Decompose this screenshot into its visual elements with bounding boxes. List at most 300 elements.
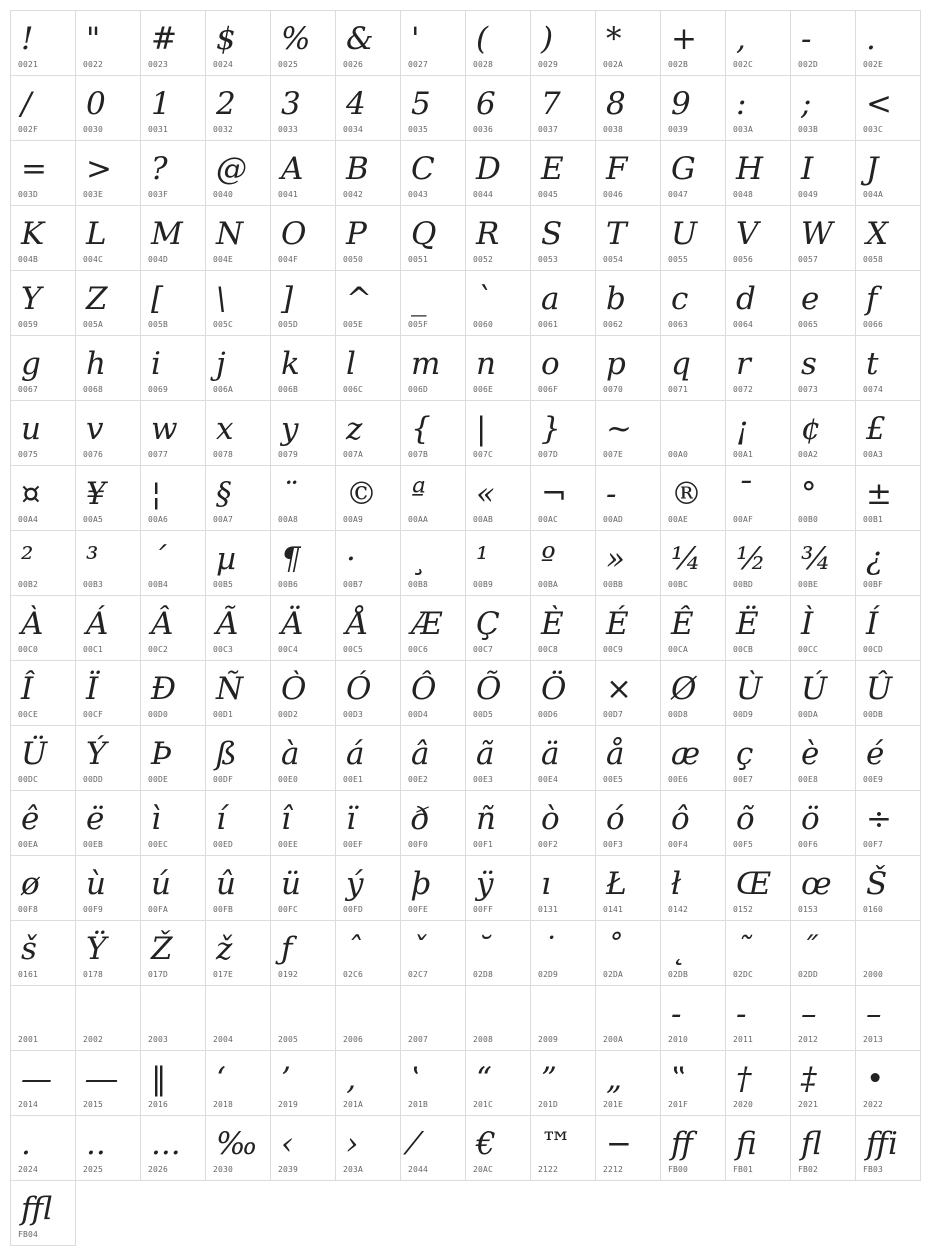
- glyph-char: j: [216, 346, 226, 382]
- glyph-char: s: [801, 346, 817, 382]
- glyph-char: #: [151, 21, 177, 57]
- glyph-cell: [530, 595, 596, 661]
- glyph-cell: [205, 75, 271, 141]
- glyph-char: -: [736, 996, 747, 1032]
- glyph-cell: [855, 335, 921, 401]
- glyph-code: 00CB: [733, 645, 754, 654]
- glyph-cell: [465, 660, 531, 726]
- glyph-char: Q: [411, 216, 437, 252]
- glyph-cell: [855, 1050, 921, 1116]
- glyph-code: 00F4: [668, 840, 689, 849]
- glyph-char: ˇ: [411, 931, 427, 967]
- glyph-code: 004F: [278, 255, 299, 264]
- glyph-code: 2044: [408, 1165, 429, 1174]
- glyph-cell: [465, 465, 531, 531]
- glyph-char: Ä: [281, 606, 304, 642]
- glyph-char: ³: [86, 541, 99, 577]
- glyph-cell: [855, 530, 921, 596]
- glyph-cell: [465, 530, 531, 596]
- glyph-cell: [140, 270, 206, 336]
- glyph-code: 0026: [343, 60, 364, 69]
- glyph-code: 0021: [18, 60, 39, 69]
- glyph-char: 0: [86, 86, 106, 122]
- glyph-code: 0041: [278, 190, 299, 199]
- glyph-cell: [855, 140, 921, 206]
- glyph-cell: [725, 985, 791, 1051]
- glyph-cell: [335, 790, 401, 856]
- glyph-char: ª: [411, 476, 426, 512]
- glyph-cell: [140, 1115, 206, 1181]
- glyph-code: 0048: [733, 190, 754, 199]
- glyph-char: ’: [281, 1061, 291, 1097]
- glyph-cell: [855, 725, 921, 791]
- glyph-code: 00D7: [603, 710, 624, 719]
- glyph-code: 0063: [668, 320, 689, 329]
- glyph-cell: [530, 75, 596, 141]
- glyph-char: “: [476, 1061, 492, 1097]
- glyph-cell: [465, 335, 531, 401]
- glyph-cell: [205, 920, 271, 986]
- glyph-code: FB03: [863, 1165, 884, 1174]
- glyph-cell: [10, 595, 76, 661]
- glyph-char: ;: [801, 86, 812, 122]
- glyph-code: 0141: [603, 905, 624, 914]
- glyph-char: ˘: [476, 931, 492, 967]
- glyph-cell: [725, 920, 791, 986]
- glyph-code: 0066: [863, 320, 884, 329]
- glyph-code: 0046: [603, 190, 624, 199]
- glyph-code: 2007: [408, 1035, 429, 1044]
- glyph-cell: [140, 335, 206, 401]
- glyph-cell: [790, 1050, 856, 1116]
- glyph-cell: [530, 400, 596, 466]
- glyph-cell: [140, 595, 206, 661]
- glyph-char: è: [801, 736, 820, 772]
- glyph-code: 0192: [278, 970, 299, 979]
- glyph-cell: [660, 920, 726, 986]
- glyph-char: g: [21, 346, 41, 382]
- glyph-code: 00DB: [863, 710, 884, 719]
- glyph-char: H: [736, 151, 764, 187]
- glyph-char: Š: [866, 866, 888, 902]
- glyph-char: ‡: [801, 1061, 817, 1097]
- glyph-char: h: [86, 346, 106, 382]
- glyph-cell: [660, 205, 726, 271]
- glyph-cell: [465, 1050, 531, 1116]
- glyph-char: >: [86, 151, 112, 187]
- glyph-char: ç: [736, 736, 754, 772]
- glyph-char: •: [866, 1061, 885, 1097]
- glyph-code: 0142: [668, 905, 689, 914]
- glyph-cell: [75, 920, 141, 986]
- glyph-char: -: [671, 996, 682, 1032]
- glyph-code: 2010: [668, 1035, 689, 1044]
- glyph-char: ƒ: [281, 931, 293, 967]
- glyph-code: 0033: [278, 125, 299, 134]
- glyph-char: ¥: [86, 476, 106, 512]
- glyph-code: 00A5: [83, 515, 104, 524]
- glyph-cell: [790, 1115, 856, 1181]
- glyph-char: R: [476, 216, 500, 252]
- glyph-code: 2001: [18, 1035, 39, 1044]
- glyph-code: 00FC: [278, 905, 299, 914]
- glyph-code: 00D8: [668, 710, 689, 719]
- glyph-code: 00BD: [733, 580, 754, 589]
- glyph-char: ø: [21, 866, 40, 902]
- glyph-char: é: [866, 736, 885, 772]
- glyph-cell: [595, 530, 661, 596]
- glyph-cell: [205, 595, 271, 661]
- glyph-code: 005D: [278, 320, 299, 329]
- glyph-char: [: [151, 281, 164, 317]
- glyph-cell: [725, 465, 791, 531]
- glyph-code: 0078: [213, 450, 234, 459]
- glyph-char: µ: [216, 541, 237, 577]
- glyph-cell: [660, 400, 726, 466]
- glyph-char: %: [281, 21, 311, 57]
- glyph-code: FB01: [733, 1165, 754, 1174]
- glyph-code: 00B7: [343, 580, 364, 589]
- glyph-cell: [140, 465, 206, 531]
- glyph-cell: [530, 530, 596, 596]
- glyph-cell: [855, 400, 921, 466]
- glyph-cell: [205, 530, 271, 596]
- glyph-cell: [595, 855, 661, 921]
- glyph-char: Õ: [476, 671, 502, 707]
- glyph-cell: [205, 205, 271, 271]
- glyph-char: ”: [541, 1061, 557, 1097]
- glyph-char: !: [21, 21, 34, 57]
- glyph-cell: [790, 270, 856, 336]
- glyph-code: 0079: [278, 450, 299, 459]
- glyph-code: 017E: [213, 970, 234, 979]
- glyph-char: ½: [736, 541, 767, 577]
- glyph-char: z: [346, 411, 363, 447]
- glyph-cell: [725, 660, 791, 726]
- glyph-char: Z: [86, 281, 108, 317]
- glyph-code: 00BB: [603, 580, 624, 589]
- glyph-code: 0065: [798, 320, 819, 329]
- glyph-char: ®: [671, 476, 702, 512]
- glyph-code: 0072: [733, 385, 754, 394]
- glyph-cell: [335, 335, 401, 401]
- glyph-cell: [855, 660, 921, 726]
- glyph-code: 00EF: [343, 840, 364, 849]
- glyph-code: 0069: [148, 385, 169, 394]
- glyph-cell: [725, 10, 791, 76]
- glyph-char: É: [606, 606, 629, 642]
- glyph-code: 003E: [83, 190, 104, 199]
- glyph-char: ¾: [801, 541, 832, 577]
- glyph-cell: [790, 10, 856, 76]
- glyph-code: 00C8: [538, 645, 559, 654]
- glyph-code: 0070: [603, 385, 624, 394]
- glyph-code: 02DD: [798, 970, 819, 979]
- glyph-cell: [10, 725, 76, 791]
- glyph-code: 0024: [213, 60, 234, 69]
- glyph-code: 002A: [603, 60, 624, 69]
- glyph-cell: [530, 335, 596, 401]
- glyph-char: fl: [801, 1126, 822, 1162]
- glyph-char: ,: [736, 21, 746, 57]
- glyph-cell: [75, 660, 141, 726]
- glyph-code: 0023: [148, 60, 169, 69]
- glyph-cell: [465, 790, 531, 856]
- glyph-code: 00AD: [603, 515, 624, 524]
- glyph-cell: [790, 140, 856, 206]
- glyph-char: ì: [151, 801, 161, 837]
- glyph-cell: [270, 205, 336, 271]
- glyph-cell: [660, 595, 726, 661]
- glyph-char: Ô: [411, 671, 437, 707]
- glyph-code: 00F5: [733, 840, 754, 849]
- glyph-char: c: [671, 281, 689, 317]
- glyph-code: 00D1: [213, 710, 234, 719]
- glyph-char: ß: [216, 736, 237, 772]
- glyph-char: v: [86, 411, 104, 447]
- glyph-code: 00FE: [408, 905, 429, 914]
- glyph-char: /: [21, 86, 32, 122]
- glyph-code: 2003: [148, 1035, 169, 1044]
- glyph-code: 00B4: [148, 580, 169, 589]
- glyph-char: õ: [736, 801, 755, 837]
- glyph-cell: [400, 725, 466, 791]
- glyph-char: Ø: [671, 671, 697, 707]
- glyph-cell: [725, 270, 791, 336]
- glyph-cell: [75, 1115, 141, 1181]
- glyph-code: 00F9: [83, 905, 104, 914]
- glyph-char: F: [606, 151, 628, 187]
- glyph-cell: [75, 465, 141, 531]
- glyph-char: œ: [801, 866, 832, 902]
- glyph-char: ›: [346, 1126, 359, 1162]
- glyph-char: Ù: [736, 671, 763, 707]
- glyph-cell: [855, 790, 921, 856]
- glyph-code: 00EA: [18, 840, 39, 849]
- glyph-char: ê: [21, 801, 40, 837]
- glyph-code: 0062: [603, 320, 624, 329]
- glyph-cell: [335, 140, 401, 206]
- glyph-code: 0056: [733, 255, 754, 264]
- glyph-code: 0064: [733, 320, 754, 329]
- glyph-char: ô: [671, 801, 690, 837]
- glyph-code: 00E1: [343, 775, 364, 784]
- glyph-cell: [400, 335, 466, 401]
- glyph-char: 5: [411, 86, 431, 122]
- glyph-cell: [595, 205, 661, 271]
- glyph-code: 003C: [863, 125, 884, 134]
- glyph-code: 006C: [343, 385, 364, 394]
- glyph-char: ±: [866, 476, 892, 512]
- glyph-code: FB00: [668, 1165, 689, 1174]
- glyph-code: 00DA: [798, 710, 819, 719]
- glyph-cell: [400, 400, 466, 466]
- glyph-char: ˛: [671, 931, 687, 967]
- glyph-cell: [205, 10, 271, 76]
- glyph-cell: [140, 660, 206, 726]
- glyph-code: 00F1: [473, 840, 494, 849]
- glyph-char: Ð: [151, 671, 177, 707]
- glyph-char: −: [606, 1126, 632, 1162]
- glyph-code: 017D: [148, 970, 169, 979]
- glyph-code: 00E0: [278, 775, 299, 784]
- glyph-char: ¬: [541, 476, 567, 512]
- glyph-char: °: [801, 476, 817, 512]
- glyph-cell: [335, 75, 401, 141]
- glyph-code: 00EE: [278, 840, 299, 849]
- glyph-char: ð: [411, 801, 430, 837]
- glyph-char: º: [541, 541, 556, 577]
- glyph-char: û: [216, 866, 236, 902]
- glyph-code: 0051: [408, 255, 429, 264]
- glyph-cell: [10, 75, 76, 141]
- glyph-char: ‚: [346, 1061, 356, 1097]
- glyph-char: ¿: [866, 541, 883, 577]
- glyph-code: 005F: [408, 320, 429, 329]
- glyph-code: 00BA: [538, 580, 559, 589]
- glyph-char: ‘: [216, 1061, 226, 1097]
- glyph-code: 00D3: [343, 710, 364, 719]
- glyph-cell: [660, 140, 726, 206]
- glyph-cell: [205, 1115, 271, 1181]
- glyph-char: o: [541, 346, 560, 382]
- glyph-code: 0034: [343, 125, 364, 134]
- glyph-char: Ñ: [216, 671, 244, 707]
- glyph-code: 2016: [148, 1100, 169, 1109]
- glyph-code: 00E8: [798, 775, 819, 784]
- glyph-code: 2012: [798, 1035, 819, 1044]
- glyph-cell: [270, 140, 336, 206]
- glyph-code: 02DC: [733, 970, 754, 979]
- glyph-char: ¨: [281, 476, 297, 512]
- glyph-code: 0161: [18, 970, 39, 979]
- glyph-char: J: [866, 151, 879, 187]
- glyph-cell: [660, 1115, 726, 1181]
- glyph-code: 00D0: [148, 710, 169, 719]
- glyph-cell: [465, 1115, 531, 1181]
- glyph-cell: [335, 530, 401, 596]
- glyph-code: 0030: [83, 125, 104, 134]
- glyph-code: 0052: [473, 255, 494, 264]
- glyph-code: 0054: [603, 255, 624, 264]
- glyph-char: M: [151, 216, 183, 252]
- glyph-char: ffl: [21, 1191, 52, 1227]
- glyph-cell: [530, 985, 596, 1051]
- glyph-char: þ: [411, 866, 431, 902]
- glyph-char: t: [866, 346, 879, 382]
- glyph-cell: [530, 140, 596, 206]
- glyph-code: 00DF: [213, 775, 234, 784]
- glyph-char: ı: [541, 866, 551, 902]
- glyph-char: ¯: [736, 476, 752, 512]
- glyph-cell: [75, 75, 141, 141]
- glyph-code: 0025: [278, 60, 299, 69]
- glyph-cell: [530, 725, 596, 791]
- glyph-char: Ó: [346, 671, 372, 707]
- glyph-char: |: [476, 411, 487, 447]
- glyph-char: ˚: [606, 931, 622, 967]
- glyph-cell: [855, 10, 921, 76]
- glyph-code: 201E: [603, 1100, 624, 1109]
- glyph-cell: [400, 1115, 466, 1181]
- glyph-code: 00BE: [798, 580, 819, 589]
- glyph-cell: [75, 595, 141, 661]
- glyph-char: ´: [151, 541, 167, 577]
- glyph-code: 0071: [668, 385, 689, 394]
- glyph-cell: [530, 10, 596, 76]
- glyph-code: 004D: [148, 255, 169, 264]
- glyph-cell: [725, 595, 791, 661]
- glyph-code: 20AC: [473, 1165, 494, 1174]
- glyph-cell: [465, 400, 531, 466]
- glyph-code: 2005: [278, 1035, 299, 1044]
- glyph-cell: [465, 270, 531, 336]
- glyph-code: 201F: [668, 1100, 689, 1109]
- glyph-cell: [335, 725, 401, 791]
- glyph-char: Y: [21, 281, 42, 317]
- glyph-code: 00E7: [733, 775, 754, 784]
- glyph-cell: [595, 335, 661, 401]
- glyph-code: 00F8: [18, 905, 39, 914]
- glyph-code: 2030: [213, 1165, 234, 1174]
- glyph-code: 0060: [473, 320, 494, 329]
- glyph-cell: [335, 855, 401, 921]
- glyph-char: Þ: [151, 736, 172, 772]
- glyph-cell: [790, 595, 856, 661]
- glyph-code: 0053: [538, 255, 559, 264]
- glyph-cell: [270, 1050, 336, 1116]
- glyph-char: À: [21, 606, 44, 642]
- glyph-char: ": [86, 21, 101, 57]
- glyph-char: ú: [151, 866, 171, 902]
- glyph-char: 6: [476, 86, 496, 122]
- glyph-char: :: [736, 86, 747, 122]
- glyph-cell: [10, 335, 76, 401]
- glyph-cell: [335, 465, 401, 531]
- glyph-cell: [10, 400, 76, 466]
- glyph-cell: [10, 205, 76, 271]
- glyph-cell: [530, 920, 596, 986]
- glyph-code: 00A2: [798, 450, 819, 459]
- glyph-code: 2024: [18, 1165, 39, 1174]
- glyph-cell: [660, 660, 726, 726]
- glyph-code: 00D9: [733, 710, 754, 719]
- glyph-cell: [10, 270, 76, 336]
- glyph-char: í: [216, 801, 226, 837]
- glyph-code: 00D5: [473, 710, 494, 719]
- glyph-cell: [270, 1115, 336, 1181]
- glyph-cell: [335, 1115, 401, 1181]
- glyph-code: 0131: [538, 905, 559, 914]
- glyph-code: FB02: [798, 1165, 819, 1174]
- glyph-code: 201D: [538, 1100, 559, 1109]
- glyph-char: 1: [151, 86, 171, 122]
- glyph-code: 00A3: [863, 450, 884, 459]
- glyph-char: –: [866, 996, 882, 1032]
- glyph-cell: [725, 1115, 791, 1181]
- glyph-cell: [790, 790, 856, 856]
- glyph-cell: [335, 1050, 401, 1116]
- glyph-char: ä: [541, 736, 560, 772]
- glyph-char: ‛: [411, 1061, 421, 1097]
- glyph-char: Ÿ: [86, 931, 107, 967]
- glyph-code: 00F7: [863, 840, 884, 849]
- glyph-code: 0031: [148, 125, 169, 134]
- glyph-char: å: [606, 736, 625, 772]
- glyph-code: 00F2: [538, 840, 559, 849]
- glyph-code: 00DD: [83, 775, 104, 784]
- glyph-cell: [140, 920, 206, 986]
